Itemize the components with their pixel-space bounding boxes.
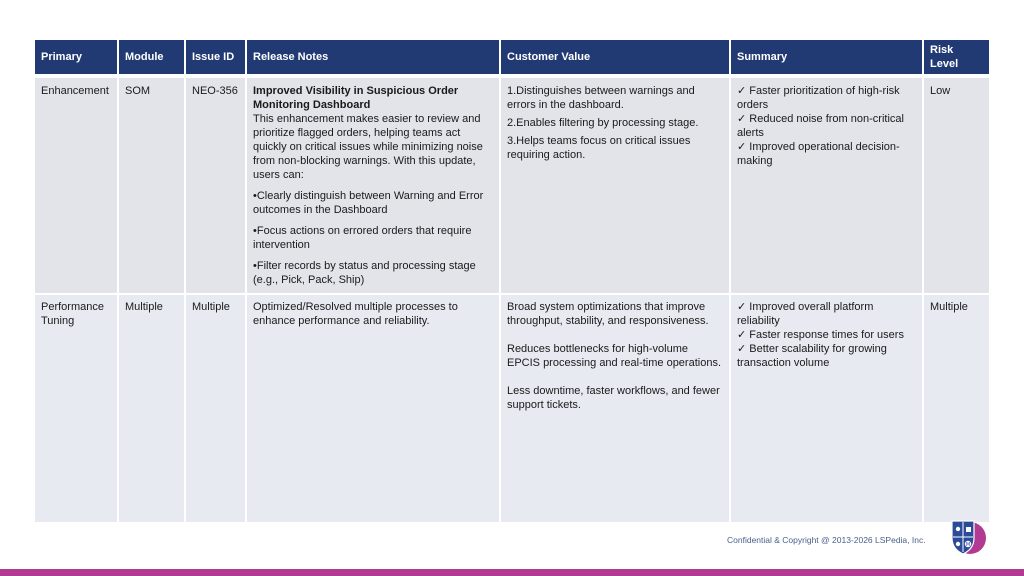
release-notes-table	[35, 40, 989, 522]
customer-value-item: Reduces bottlenecks for high-volume EPCIS processing and real-time operations.	[507, 343, 721, 369]
cell-release-notes	[246, 76, 500, 294]
customer-value-item: Less downtime, faster workflows, and fewer support tickets.	[507, 385, 720, 411]
header-primary: Primary	[35, 40, 118, 76]
cell-release-notes	[246, 294, 500, 522]
cell-customer-value	[500, 294, 730, 522]
cell-primary: Enhancement	[35, 76, 118, 294]
copyright-notice: Confidential & Copyright @ 2013-2026 LSPedia, Inc.	[727, 535, 926, 545]
table-row	[35, 76, 989, 294]
company-logo	[948, 518, 988, 556]
table-row	[35, 294, 989, 522]
cell-issue-id: NEO-356	[185, 76, 246, 294]
summary-item: ✓ Improved operational decision-making	[737, 141, 900, 167]
header-release-notes: Release Notes	[246, 40, 500, 76]
release-notes-bullet: •Clearly distinguish between Warning and Error outcomes in the Dashboard	[253, 190, 484, 216]
shield-logo-icon	[948, 518, 988, 556]
summary-item: ✓ Reduced noise from non-critical alerts	[737, 113, 904, 139]
cell-module: SOM	[118, 76, 185, 294]
cell-issue-id: Multiple	[185, 294, 246, 522]
release-notes-body: Optimized/Resolved multiple processes to enhance performance and reliability.	[253, 301, 458, 327]
customer-value-item: 3.Helps teams focus on critical issues requiring action.	[507, 135, 691, 161]
summary-item: ✓ Better scalability for growing transaction volume	[737, 343, 887, 369]
release-notes-bullet: •Filter records by status and processing stage (e.g., Pick, Pack, Ship)	[253, 260, 476, 286]
summary-item: ✓ Faster prioritization of high-risk orders	[737, 85, 900, 111]
cell-module: Multiple	[118, 294, 185, 522]
cell-summary	[730, 76, 923, 294]
cell-risk-level: Low	[923, 76, 989, 294]
release-notes-body: This enhancement makes easier to review and prioritize flagged orders, helping teams act quickly on critical issues while minimizing noise from non-blocking warnings. With this update, users can:	[253, 113, 483, 181]
summary-item: ✓ Faster response times for users	[737, 329, 904, 341]
customer-value-item: Broad system optimizations that improve throughput, stability, and responsiveness.	[507, 301, 709, 327]
svg-text:M: M	[965, 542, 971, 549]
cell-summary	[730, 294, 923, 522]
release-notes-bullet: •Focus actions on errored orders that require intervention	[253, 225, 472, 251]
header-module: Module	[118, 40, 185, 76]
cell-risk-level: Multiple	[923, 294, 989, 522]
header-issue-id: Issue ID	[185, 40, 246, 76]
release-notes-title: Improved Visibility in Suspicious Order Monitoring Dashboard	[253, 85, 459, 111]
header-summary: Summary	[730, 40, 923, 76]
customer-value-item: 1.Distinguishes between warnings and errors in the dashboard.	[507, 85, 695, 111]
customer-value-item: 2.Enables filtering by processing stage.	[507, 117, 699, 129]
cell-primary: Performance Tuning	[35, 294, 118, 522]
summary-item: ✓ Improved overall platform reliability	[737, 301, 874, 327]
accent-bar	[0, 569, 1024, 576]
table-header-row	[35, 40, 989, 76]
header-customer-value: Customer Value	[500, 40, 730, 76]
header-risk-level: Risk Level	[923, 40, 989, 76]
cell-customer-value	[500, 76, 730, 294]
